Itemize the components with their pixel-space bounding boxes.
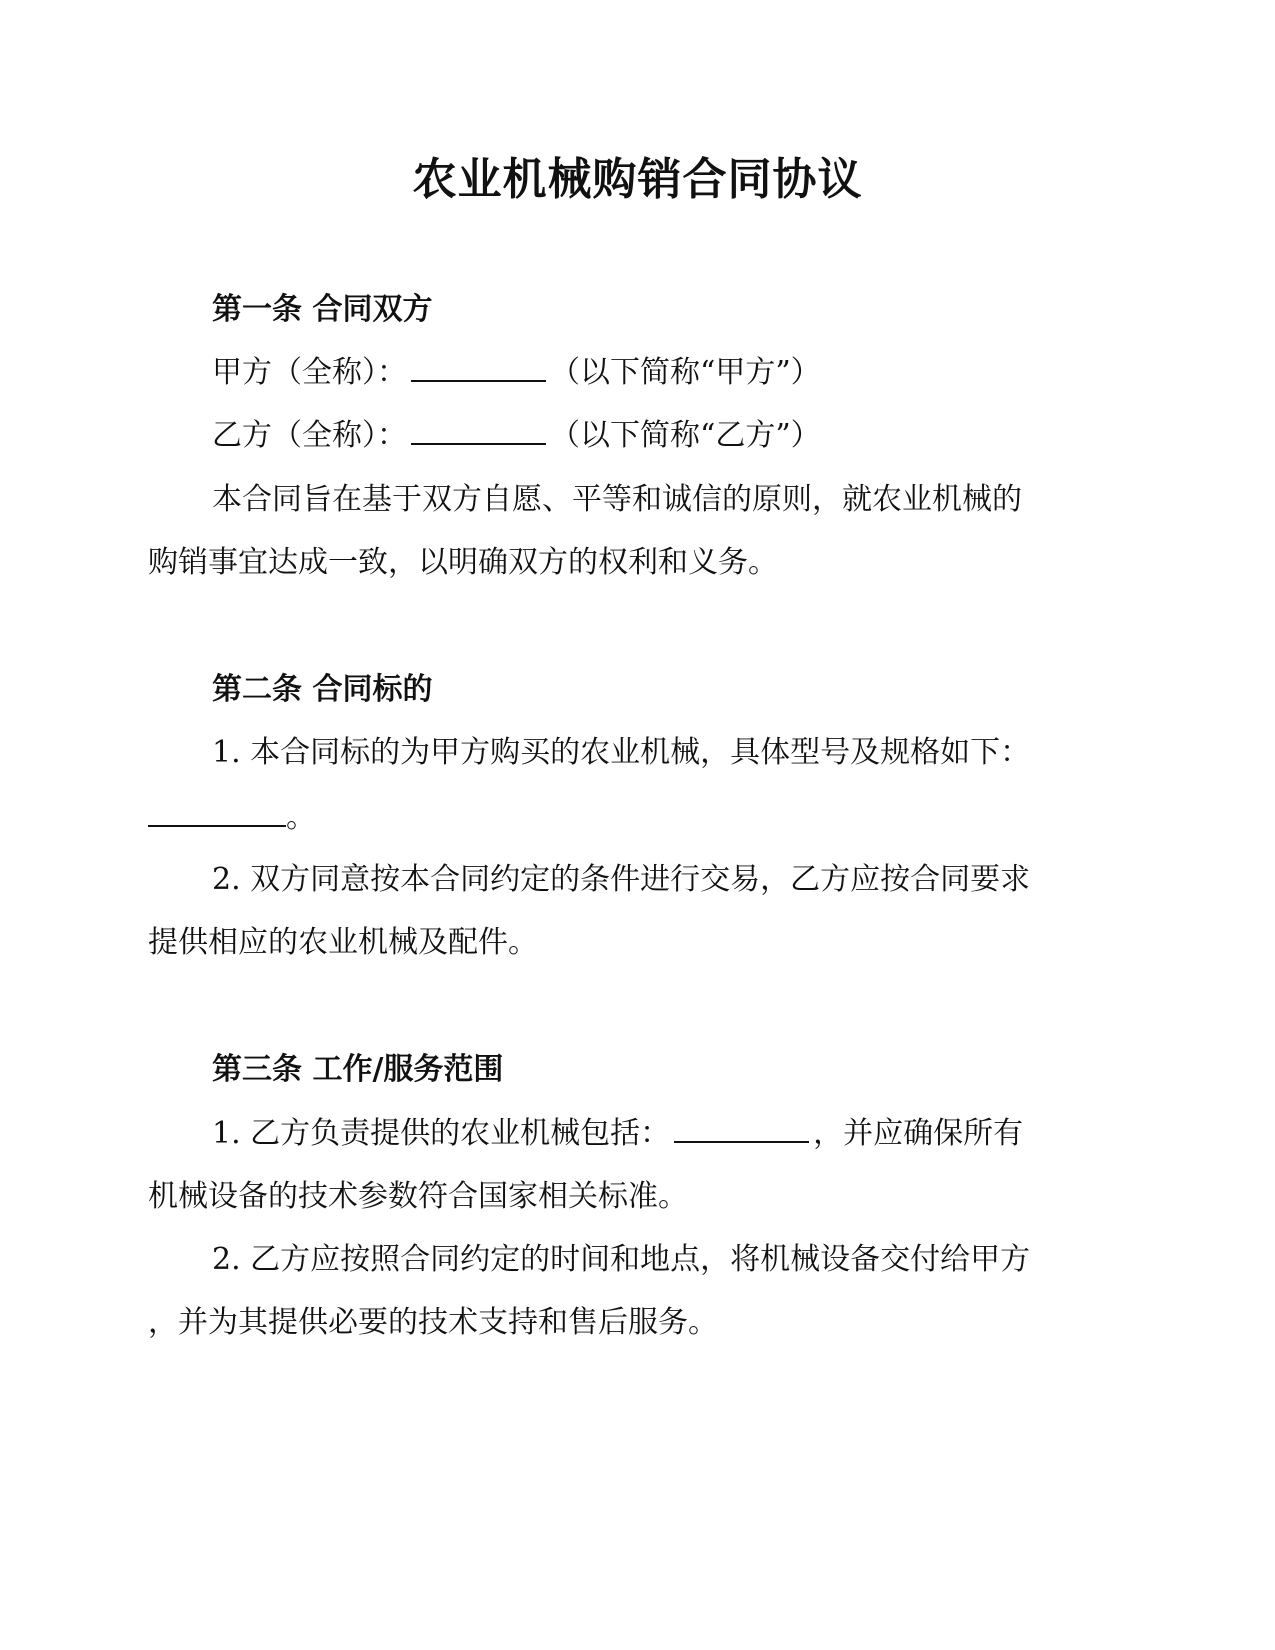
party-b-line	[212, 415, 821, 456]
article-2-item-2-line-2: 提供相应的农业机械及配件。	[148, 925, 538, 960]
article-3-item-1-line-1	[212, 1113, 1023, 1154]
article-3-item-1-prefix: 1. 乙方负责提供的农业机械包括：	[212, 1116, 671, 1151]
article-1-intro-line-1: 本合同旨在基于双方自愿、平等和诚信的原则，就农业机械的	[212, 482, 1022, 517]
party-a-blank	[411, 352, 546, 382]
article-3-item-1-suffix: ，并应确保所有	[813, 1116, 1024, 1151]
article-3-item-2-line-2: ，并为其提供必要的技术支持和售后服务。	[148, 1305, 718, 1340]
article-1-heading: 第一条 合同双方	[212, 292, 433, 327]
article-2-item-1-blank	[148, 797, 286, 827]
party-b-blank	[411, 415, 546, 445]
article-2-heading: 第二条 合同标的	[212, 672, 433, 707]
party-b-label: 乙方（全称）：	[212, 418, 407, 453]
party-a-label: 甲方（全称）：	[212, 355, 407, 390]
article-3-item-1-blank	[674, 1113, 809, 1143]
party-a-line	[212, 352, 821, 393]
article-1-intro-line-2: 购销事宜达成一致，以明确双方的权利和义务。	[148, 545, 778, 580]
article-2-item-1-line-1: 1. 本合同标的为甲方购买的农业机械，具体型号及规格如下：	[212, 735, 1031, 770]
party-a-suffix: （以下简称“甲方”）	[550, 355, 821, 390]
article-2-item-1-line-2	[148, 797, 316, 838]
article-3-heading: 第三条 工作/服务范围	[212, 1052, 504, 1087]
document-title: 农业机械购销合同协议	[412, 154, 863, 205]
party-b-suffix: （以下简称“乙方”）	[550, 418, 821, 453]
article-3-item-1-line-2: 机械设备的技术参数符合国家相关标准。	[148, 1179, 688, 1214]
article-2-item-1-end: 。	[286, 800, 316, 835]
article-2-item-2-line-1: 2. 双方同意按本合同约定的条件进行交易，乙方应按合同要求	[212, 862, 1031, 897]
article-3-item-2-line-1: 2. 乙方应按照合同约定的时间和地点，将机械设备交付给甲方	[212, 1242, 1031, 1277]
